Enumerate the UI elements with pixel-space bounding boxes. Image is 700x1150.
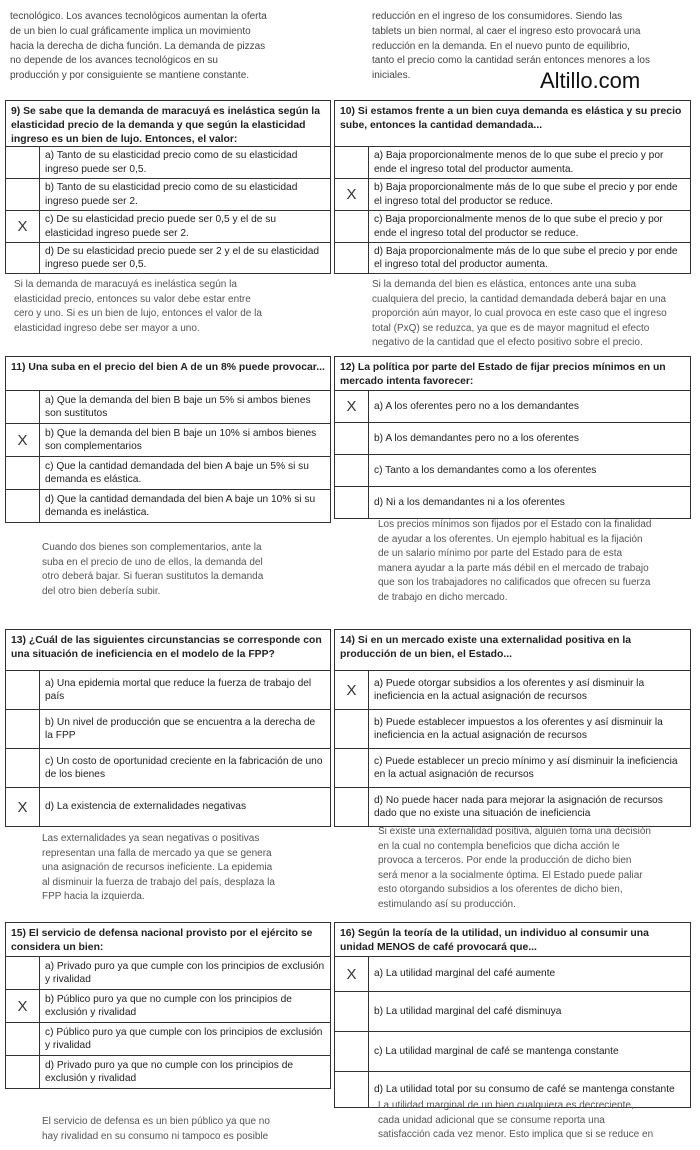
- option-row: [6, 391, 330, 424]
- answer-mark: X: [6, 788, 40, 826]
- answer-mark: X: [335, 179, 369, 210]
- answer-explanation: Las externalidades ya sean negativas o positivas representan una falla de mercado ya que se genera una asignación de recursos ineficiente. La epidemia al disminuir la fuerza de trabajo del país, desplaza la FPP hacia la izquierda.: [42, 833, 275, 903]
- question-box: [334, 100, 691, 274]
- option-text: d) Ni a los demandantes ni a los oferentes: [374, 496, 565, 508]
- option-row: [6, 147, 330, 179]
- question-box: [5, 922, 331, 1089]
- option-row: [335, 957, 690, 992]
- answer-mark: X: [6, 990, 40, 1022]
- option-text: a) Baja proporcionalmente menos de lo que sube el precio y por ende el ingreso total del productor aumenta.: [374, 150, 664, 175]
- option-row: [335, 749, 690, 788]
- answer-mark: [335, 211, 369, 242]
- question-title: 10) Si estamos frente a un bien cuya demanda es elástica y su precio sube, entonces la cantidad demandada...: [335, 101, 690, 147]
- option-text: d) La existencia de externalidades negativas: [45, 801, 247, 813]
- answer-explanation: Los precios mínimos son fijados por el Estado con la finalidad de ayudar a los oferentes. Un ejemplo habitual es la fijación de un salario mínimo por parte del Estado para de esta manera ayudar a la parte más débil en el mercado de trabajo que son los trabajadores no calificados que ofrecen su fuerza de trabajo en dicho mercado.: [378, 519, 652, 603]
- option-text: b) Tanto de su elasticidad precio como de su elasticidad ingreso puede ser 2.: [45, 182, 298, 207]
- answer-mark: [335, 1072, 369, 1107]
- option-text: c) La utilidad marginal de café se mantenga constante: [374, 1045, 619, 1057]
- option-row: [6, 671, 330, 710]
- answer-mark: [6, 490, 40, 522]
- answer-explanation: Si existe una externalidad positiva, alguien toma una decisión en la cual no contempla beneficios que dicha acción le provoca a terceros. Por ende la producción de dicho bien será menor a la socialmente óptima. El Estado puede paliar esto otorgando subsidios a los oferentes de dicho bien, estimulando así su producción.: [378, 826, 651, 910]
- option-text: d) La utilidad total por su consumo de café se mantenga constante: [374, 1083, 675, 1095]
- answer-mark: [6, 671, 40, 709]
- answer-mark: [335, 455, 369, 486]
- option-text: c) Que la cantidad demandada del bien A baje un 5% si su demanda es elástica.: [45, 460, 309, 485]
- option-row: [335, 487, 690, 518]
- answer-mark: X: [6, 211, 40, 242]
- option-text: b) Un nivel de producción que se encuentra a la derecha de la FPP: [45, 716, 316, 741]
- option-text: b) Que la demanda del bien B baje un 10% si ambos bienes son complementarios: [45, 427, 317, 452]
- option-row: [335, 710, 690, 749]
- answer-mark: [6, 957, 40, 989]
- option-row: [6, 710, 330, 749]
- answer-explanation: La utilidad marginal de un bien cualquiera es decreciente, cada unidad adicional que se consume reporta una satisfacción cada vez menor. Esto implica que si se reduce en: [378, 1100, 654, 1141]
- option-row: [335, 243, 690, 273]
- answer-mark: [335, 1032, 369, 1071]
- option-text: c) Baja proporcionalmente menos de lo que sube el precio y por ende el ingreso total del productor se reduce.: [374, 214, 663, 239]
- option-row: [6, 211, 330, 243]
- answer-mark: [335, 710, 369, 748]
- question-box: [334, 356, 691, 519]
- answer-mark: [6, 710, 40, 748]
- option-row: [6, 243, 330, 273]
- option-row: [335, 1032, 690, 1072]
- option-row: [6, 490, 330, 522]
- question-box: [334, 629, 691, 827]
- answer-mark: [6, 243, 40, 273]
- question-box: [334, 922, 691, 1108]
- option-row: [6, 749, 330, 788]
- option-text: d) Que la cantidad demandada del bien A baje un 10% si su demanda es inelástica.: [45, 493, 316, 518]
- question-title: 14) Si en un mercado existe una externalidad positiva en la producción de un bien, el Estado...: [335, 630, 690, 671]
- question-title: 16) Según la teoría de la utilidad, un individuo al consumir una unidad MENOS de café provocará que...: [335, 923, 690, 957]
- answer-mark: X: [335, 957, 369, 991]
- answer-mark: [335, 147, 369, 178]
- option-row: [6, 990, 330, 1023]
- option-text: c) Un costo de oportunidad creciente en la fabricación de uno de los bienes: [45, 755, 323, 780]
- option-text: a) Que la demanda del bien B baje un 5% si ambos bienes son sustitutos: [45, 394, 311, 419]
- option-text: a) Puede otorgar subsidios a los oferentes y así disminuir la ineficiencia en la actual asignación de recursos: [374, 677, 645, 702]
- option-row: [6, 1023, 330, 1056]
- option-text: d) Privado puro ya que no cumple con los principios de exclusión y rivalidad: [45, 1059, 294, 1084]
- option-row: [335, 788, 690, 826]
- answer-explanation: Si la demanda de maracuyá es inelástica según la elasticidad precio, entonces su valor debe estar entre cero y uno. Si es un bien de lujo, entonces el valor de la elasticidad ingreso debe ser mayor a uno.: [14, 279, 262, 334]
- option-text: b) Puede establecer impuestos a los oferentes y así disminuir la ineficiencia en la actual asignación de recursos: [374, 716, 663, 741]
- answer-mark: [6, 1023, 40, 1055]
- answer-mark: X: [335, 391, 369, 422]
- answer-mark: X: [335, 671, 369, 709]
- option-row: [6, 957, 330, 990]
- answer-mark: [335, 243, 369, 273]
- option-row: [335, 423, 690, 455]
- answer-mark: [335, 788, 369, 826]
- answer-mark: [6, 179, 40, 210]
- option-text: d) No puede hacer nada para mejorar la asignación de recursos dado que no existe una situación de ineficiencia: [374, 794, 663, 819]
- top-left-text: tecnológico. Los avances tecnológicos aumentan la oferta de un bien lo cual gráficamente implica un movimiento hacia la derecha de dicha función. La demanda de pizzas no depende de los avances tecnológicos en su producción y por consiguiente se mantiene constante.: [10, 11, 267, 82]
- option-row: [6, 457, 330, 490]
- top-right-text: reducción en el ingreso de los consumidores. Siendo las tablets un bien normal, al caer el ingreso esto provocará una reducción en la demanda. En el nuevo punto de equilibrio, tanto el precio como la cantidad serán entonces menores a los iniciales.: [372, 11, 650, 82]
- answer-explanation: El servicio de defensa es un bien público ya que no hay rivalidad en su consumo ni tampoco es posible: [42, 1116, 270, 1142]
- option-text: c) Público puro ya que cumple con los principios de exclusión y rivalidad: [45, 1026, 323, 1051]
- option-text: a) Privado puro ya que cumple con los principios de exclusión y rivalidad: [45, 960, 325, 985]
- answer-explanation: Cuando dos bienes son complementarios, ante la suba en el precio de uno de ellos, la demanda del otro deberá bajar. Si fueran sustitutos la demanda del otro bien debería subir.: [42, 542, 264, 597]
- answer-mark: X: [6, 424, 40, 456]
- option-text: c) Tanto a los demandantes como a los oferentes: [374, 464, 597, 476]
- question-box: [5, 356, 331, 523]
- answer-mark: [6, 749, 40, 787]
- option-text: a) Una epidemia mortal que reduce la fuerza de trabajo del país: [45, 677, 312, 702]
- option-row: [335, 147, 690, 179]
- option-row: [335, 391, 690, 423]
- option-text: c) De su elasticidad precio puede ser 0,5 y el de su elasticidad ingreso puede ser 2.: [45, 214, 277, 239]
- option-row: [6, 179, 330, 211]
- question-box: [5, 629, 331, 827]
- option-text: b) A los demandantes pero no a los oferentes: [374, 432, 580, 444]
- answer-mark: [6, 391, 40, 423]
- question-title: 15) El servicio de defensa nacional provisto por el ejército se considera un bien:: [6, 923, 330, 957]
- option-text: a) Tanto de su elasticidad precio como de su elasticidad ingreso puede ser 0,5.: [45, 150, 298, 175]
- question-title: 12) La política por parte del Estado de fijar precios mínimos en un mercado intenta favorecer:: [335, 357, 690, 391]
- answer-mark: [6, 1056, 40, 1088]
- option-text: b) Baja proporcionalmente más de lo que sube el precio y por ende el ingreso total del productor se reduce.: [374, 182, 678, 207]
- option-row: [6, 424, 330, 457]
- option-text: b) Público puro ya que no cumple con los principios de exclusión y rivalidad: [45, 993, 292, 1018]
- option-text: a) A los oferentes pero no a los demandantes: [374, 400, 580, 412]
- altillo-logo: Altillo.com: [540, 68, 641, 93]
- answer-mark: [335, 992, 369, 1031]
- question-title: 9) Se sabe que la demanda de maracuyá es inelástica según la elasticidad precio de la demanda y que según la elasticidad ingreso es un bien de lujo. Entonces, el valor:: [6, 101, 330, 147]
- option-row: [335, 179, 690, 211]
- answer-mark: [335, 749, 369, 787]
- option-row: [6, 788, 330, 826]
- answer-mark: [335, 423, 369, 454]
- option-text: d) De su elasticidad precio puede ser 2 y el de su elasticidad ingreso puede ser 0,5.: [45, 245, 320, 270]
- question-title: 13) ¿Cuál de las siguientes circunstancias se corresponde con una situación de ineficiencia en el modelo de la FPP?: [6, 630, 330, 671]
- question-title: 11) Una suba en el precio del bien A de un 8% puede provocar...: [6, 357, 330, 391]
- option-row: [335, 455, 690, 487]
- option-text: a) La utilidad marginal del café aumente: [374, 968, 556, 980]
- answer-explanation: Si la demanda del bien es elástica, entonces ante una suba cualquiera del precio, la cantidad demandada deberá bajar en una proporción aún mayor, lo cual provoca en este caso que el ingreso total (PxQ) se reduzca, ya que es de mayor magnitud el efecto negativo de la cantidad que el efecto positivo sobre el precio.: [372, 279, 667, 349]
- answer-mark: [6, 457, 40, 489]
- question-box: [5, 100, 331, 274]
- option-row: [335, 992, 690, 1032]
- option-text: b) La utilidad marginal del café disminuya: [374, 1005, 562, 1017]
- option-row: [6, 1056, 330, 1088]
- option-row: [335, 671, 690, 710]
- answer-mark: [335, 487, 369, 518]
- option-text: c) Puede establecer un precio mínimo y así disminuir la ineficiencia en la actual asignación de recursos: [374, 755, 678, 780]
- answer-mark: [6, 147, 40, 178]
- option-row: [335, 211, 690, 243]
- option-text: d) Baja proporcionalmente más de lo que sube el precio y por ende el ingreso total del productor aumenta.: [374, 245, 678, 270]
